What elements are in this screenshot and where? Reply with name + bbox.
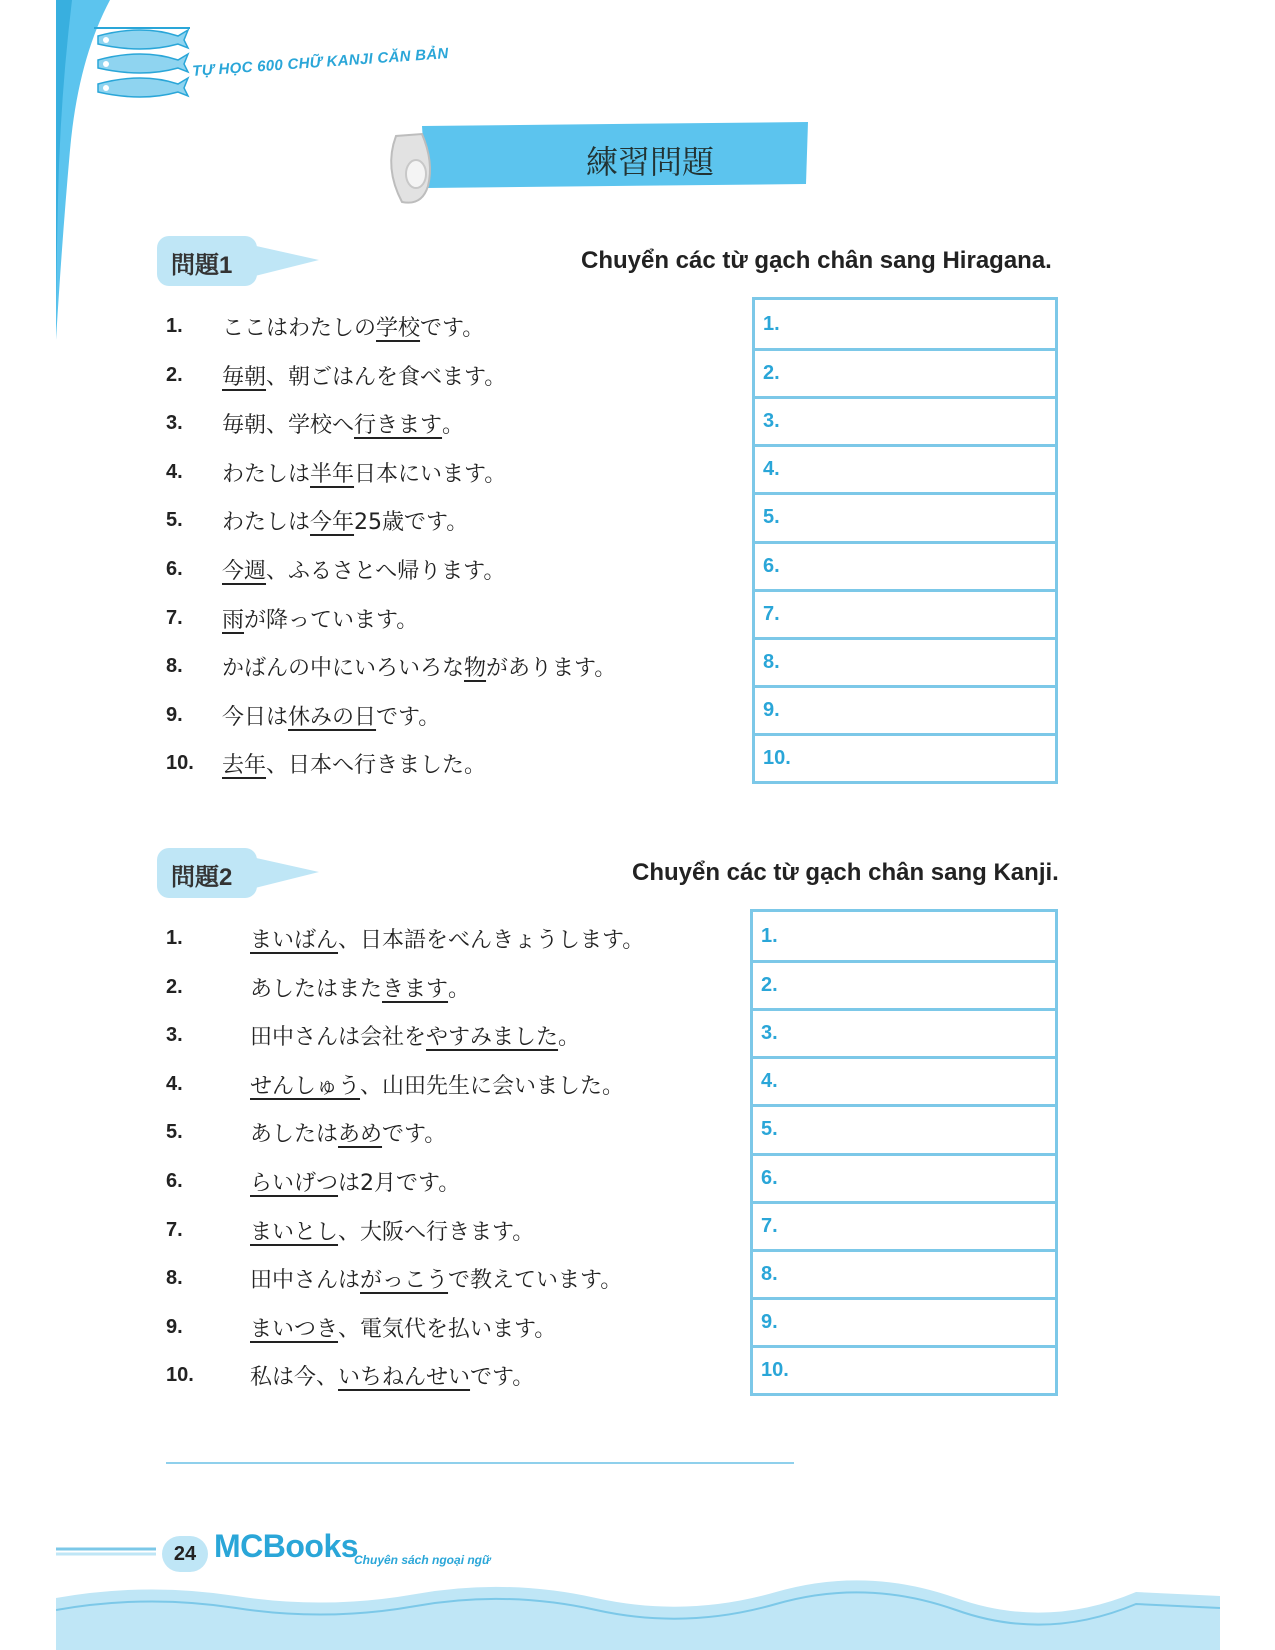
question-text bbox=[222, 544, 505, 595]
underlined-word: 学校 bbox=[376, 316, 421, 341]
question-text-plain: 日本にいます。 bbox=[354, 461, 507, 487]
question-text-plain: あしたはまた bbox=[250, 976, 383, 1002]
question-text bbox=[250, 1350, 534, 1401]
brand-tagline: Chuyên sách ngoại ngữ bbox=[354, 1553, 491, 1567]
question-text-plain: で教えています。 bbox=[448, 1268, 623, 1294]
question-number: 10. bbox=[166, 752, 194, 775]
question-row bbox=[166, 350, 746, 401]
underlined-word: らいげつ bbox=[250, 1171, 339, 1196]
question-text bbox=[222, 641, 616, 692]
question-text-plain: ここはわたしの bbox=[222, 316, 377, 341]
section2-tag-label: 問題2 bbox=[171, 864, 233, 891]
question-number: 9. bbox=[166, 1315, 183, 1338]
question-number: 2. bbox=[166, 363, 183, 386]
question-text-plain: 田中さんは bbox=[250, 1268, 361, 1294]
answer-field[interactable]: 8. bbox=[755, 637, 1055, 685]
answer-field[interactable]: 2. bbox=[753, 960, 1055, 1008]
question-text-plain: 25歳です。 bbox=[354, 510, 469, 536]
question-text bbox=[222, 738, 486, 789]
answer-field[interactable]: 3. bbox=[753, 1008, 1055, 1056]
question-text-plain: あしたは bbox=[250, 1122, 339, 1148]
question-number: 1. bbox=[166, 927, 183, 949]
underlined-word: いちねんせい bbox=[338, 1365, 471, 1391]
footer-waves bbox=[56, 1580, 1220, 1650]
underlined-word: まいつき bbox=[250, 1316, 339, 1342]
question-number: 3. bbox=[166, 1024, 183, 1047]
question-row bbox=[166, 593, 746, 644]
section1-tag-label: 問題1 bbox=[171, 252, 233, 279]
question-row bbox=[166, 1205, 746, 1256]
question-text bbox=[222, 301, 484, 352]
underlined-word: まいばん bbox=[250, 928, 339, 953]
question-number: 6. bbox=[166, 1170, 183, 1192]
answer-field[interactable]: 5. bbox=[753, 1104, 1055, 1152]
question-text bbox=[250, 1059, 624, 1110]
answer-field[interactable]: 9. bbox=[755, 685, 1055, 733]
section2-instruction: Chuyển các từ gạch chân sang Kanji. bbox=[632, 859, 1059, 886]
carp-streamer-icon bbox=[92, 18, 192, 118]
section1-answer-box bbox=[752, 297, 1058, 784]
question-number: 5. bbox=[166, 1121, 183, 1144]
section1-instruction: Chuyển các từ gạch chân sang Hiragana. bbox=[581, 247, 1052, 274]
question-row bbox=[166, 1253, 746, 1304]
question-text-plain: 、電気代を払います。 bbox=[338, 1316, 557, 1342]
underlined-word: きます bbox=[382, 976, 449, 1002]
question-text-plain: です。 bbox=[376, 704, 441, 730]
page-title: 練習問題 bbox=[585, 143, 714, 181]
question-text-plain: があります。 bbox=[486, 656, 617, 682]
section1-tag bbox=[157, 236, 327, 286]
question-text-plain: 、日本語をべんきょうします。 bbox=[338, 928, 645, 953]
answer-field[interactable]: 1. bbox=[761, 924, 778, 947]
question-text bbox=[222, 447, 506, 498]
question-row bbox=[166, 641, 746, 692]
question-row bbox=[166, 913, 746, 964]
question-text-plain: 、大阪へ行きます。 bbox=[338, 1219, 535, 1245]
question-text bbox=[250, 1010, 580, 1061]
question-text-plain: 、朝ごはんを食べます。 bbox=[266, 364, 507, 390]
question-number: 6. bbox=[166, 558, 183, 580]
answer-field[interactable]: 4. bbox=[755, 444, 1055, 492]
question-row bbox=[166, 1302, 746, 1353]
question-text-plain: 、山田先生に会いました。 bbox=[360, 1073, 625, 1099]
question-text-plain: わたしは bbox=[222, 510, 311, 536]
question-row bbox=[166, 1350, 746, 1401]
answer-field[interactable]: 5. bbox=[755, 492, 1055, 540]
question-text-plain: が降っています。 bbox=[244, 607, 419, 633]
question-row bbox=[166, 398, 746, 449]
question-text-plain: 毎朝、学校へ bbox=[222, 413, 355, 439]
question-text bbox=[222, 690, 440, 741]
question-number: 8. bbox=[166, 1267, 183, 1290]
answer-field[interactable]: 4. bbox=[753, 1056, 1055, 1104]
question-text-plain: は2月です。 bbox=[338, 1171, 461, 1196]
underlined-word: やすみました bbox=[426, 1025, 559, 1051]
question-text-plain: かばんの中にいろいろな bbox=[222, 656, 465, 682]
brand-logo: MCBooks bbox=[214, 1528, 359, 1564]
question-row bbox=[166, 690, 746, 741]
question-text bbox=[250, 1156, 460, 1207]
question-row bbox=[166, 447, 746, 498]
question-number: 1. bbox=[166, 315, 183, 337]
series-title: TỰ HỌC 600 CHỮ KANJI CĂN BẢN bbox=[191, 45, 450, 80]
question-number: 8. bbox=[166, 655, 183, 678]
question-row bbox=[166, 544, 746, 595]
section2-bottom-rule bbox=[166, 1462, 794, 1464]
underlined-word: 今年 bbox=[310, 510, 355, 536]
answer-field[interactable]: 2. bbox=[755, 348, 1055, 396]
question-row bbox=[166, 1059, 746, 1110]
question-text bbox=[250, 1107, 446, 1158]
underlined-word: 休みの日 bbox=[288, 704, 377, 730]
answer-field[interactable]: 9. bbox=[753, 1297, 1055, 1345]
underlined-word: がっこう bbox=[360, 1268, 449, 1294]
underlined-word: 半年 bbox=[310, 461, 355, 487]
underlined-word: 去年 bbox=[222, 753, 267, 779]
answer-field[interactable]: 6. bbox=[755, 541, 1055, 589]
answer-field[interactable]: 6. bbox=[753, 1153, 1055, 1201]
question-row bbox=[166, 301, 746, 352]
question-text-plain: 田中さんは会社を bbox=[250, 1025, 427, 1051]
question-text-plain: 今日は bbox=[222, 704, 289, 730]
question-number: 4. bbox=[166, 460, 183, 483]
answer-field[interactable]: 10. bbox=[755, 733, 1055, 781]
question-text-plain: 。 bbox=[558, 1025, 581, 1051]
underlined-word: 雨 bbox=[222, 607, 245, 633]
underlined-word: まいとし bbox=[250, 1219, 339, 1245]
question-text bbox=[222, 593, 418, 644]
underlined-word: せんしゅう bbox=[250, 1073, 361, 1099]
question-text bbox=[250, 1205, 534, 1256]
question-text bbox=[250, 1302, 556, 1353]
question-text bbox=[250, 962, 470, 1013]
answer-field[interactable]: 7. bbox=[753, 1201, 1055, 1249]
answer-field[interactable]: 8. bbox=[753, 1249, 1055, 1297]
question-text bbox=[222, 398, 464, 449]
question-text-plain: 私は今、 bbox=[250, 1365, 339, 1391]
question-text bbox=[250, 913, 644, 964]
question-number: 4. bbox=[166, 1072, 183, 1095]
question-text-plain: です。 bbox=[382, 1122, 447, 1148]
question-number: 2. bbox=[166, 975, 183, 998]
question-text-plain: 。 bbox=[442, 413, 465, 439]
underlined-word: 毎朝 bbox=[222, 364, 267, 390]
question-text bbox=[222, 495, 468, 546]
footer-line bbox=[56, 1545, 156, 1557]
answer-field[interactable]: 3. bbox=[755, 396, 1055, 444]
question-number: 5. bbox=[166, 509, 183, 532]
question-text-plain: です。 bbox=[420, 316, 485, 341]
question-row bbox=[166, 1107, 746, 1158]
answer-field[interactable]: 1. bbox=[763, 312, 780, 335]
question-text bbox=[250, 1253, 622, 1304]
question-row bbox=[166, 1010, 746, 1061]
page-number: 24 bbox=[162, 1536, 208, 1572]
question-number: 9. bbox=[166, 703, 183, 726]
question-text bbox=[222, 350, 506, 401]
underlined-word: 今週 bbox=[222, 559, 267, 584]
question-row bbox=[166, 962, 746, 1013]
question-text-plain: です。 bbox=[470, 1365, 535, 1391]
underlined-word: あめ bbox=[338, 1122, 383, 1148]
section2-answer-box bbox=[750, 909, 1058, 1396]
question-row bbox=[166, 495, 746, 546]
question-row bbox=[166, 1156, 746, 1207]
answer-field[interactable]: 10. bbox=[753, 1345, 1055, 1393]
question-number: 7. bbox=[166, 606, 183, 629]
question-number: 7. bbox=[166, 1218, 183, 1241]
question-text-plain: 、日本へ行きました。 bbox=[266, 753, 487, 779]
underlined-word: 行きます bbox=[354, 413, 443, 439]
question-text-plain: 。 bbox=[448, 976, 471, 1002]
question-text-plain: わたしは bbox=[222, 461, 311, 487]
answer-field[interactable]: 7. bbox=[755, 589, 1055, 637]
question-number: 10. bbox=[166, 1364, 194, 1387]
question-number: 3. bbox=[166, 412, 183, 435]
question-text-plain: 、ふるさとへ帰ります。 bbox=[266, 559, 506, 584]
question-row bbox=[166, 738, 746, 789]
underlined-word: 物 bbox=[464, 656, 487, 682]
section2-tag bbox=[157, 848, 327, 898]
